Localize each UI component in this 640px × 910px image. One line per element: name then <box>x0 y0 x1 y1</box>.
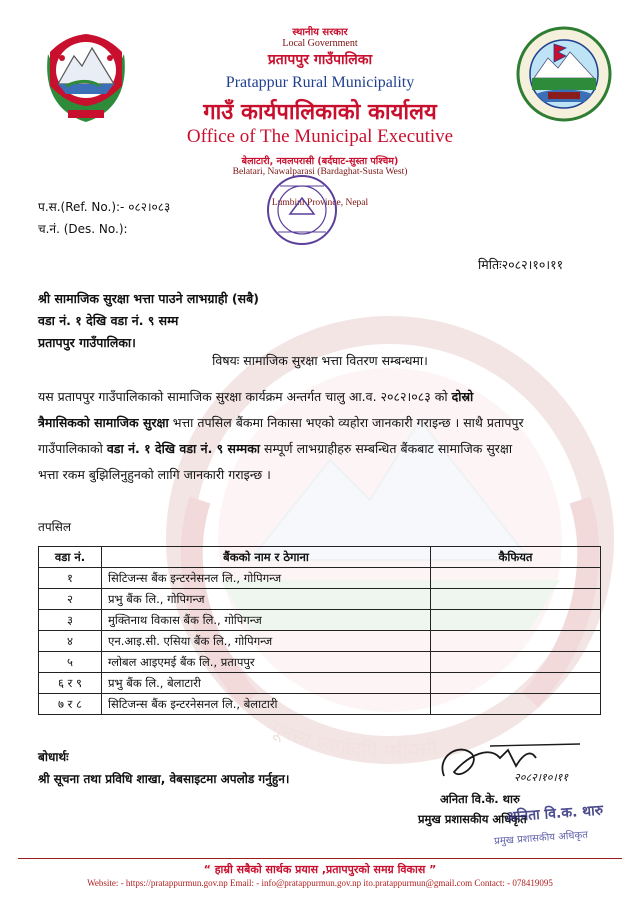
handwritten-signature <box>430 736 610 794</box>
table-row: २ प्रभु बैंक लि., गोपिगन्ज <box>39 589 601 610</box>
local-government-en: Local Government <box>282 38 358 49</box>
ref-value: ०८२।०८३ <box>128 200 171 214</box>
signatory-name: अनिता वि.के. थारु <box>440 792 520 806</box>
office-name-en: Office of The Municipal Executive <box>186 126 454 147</box>
letter-subject: विषयः सामाजिक सुरक्षा भत्ता वितरण सम्बन्धमा। <box>212 353 428 368</box>
body-bold-3: वडा नं. १ देखि वडा नं. ९ सम्मका <box>106 441 261 456</box>
table-row: ७ र ८ सिटिजन्स बैंक इन्टरनेसनल लि., बेलाटारी <box>39 694 601 715</box>
tapsil-label: तपसिल <box>38 520 72 534</box>
body-bold-1: दोस्रो <box>451 389 474 404</box>
header-remarks: कैफियत <box>431 547 601 568</box>
footer-contact: Website: - https://pratappurmun.gov.np Email: - info@pratappurmun.gov.np ito.pratappurmun@gmail.com Contact: - 078419095 <box>87 878 553 888</box>
ref-label: प.स.(Ref. No.):- <box>38 200 125 214</box>
signatory-title: प्रमुख प्रशासकीय अधिकृत <box>418 812 527 826</box>
municipality-name-en: Pratappur Rural Municipality <box>225 74 415 91</box>
body-line-1: यस प्रतापपुर गाउँपालिकाको सामाजिक सुरक्षा कार्यक्रम अन्तर्गत चालु आ.व. २०८२।०८३ को दोस्रो <box>38 389 474 404</box>
body-line-2: त्रैमासिकको सामाजिक सुरक्षा भत्ता तपसिल बैंकमा निकासा भएको व्यहोरा जानकारी गराइन्छ । साथै प्रतापपुर <box>38 415 524 430</box>
footer-divider <box>18 858 622 859</box>
letter-body <box>38 384 606 488</box>
table-row: ४ एन.आइ.सी. एसिया बैंक लि., गोपिगन्ज <box>39 631 601 652</box>
header-bank: बैंकको नाम र ठेगाना <box>102 547 431 568</box>
dispatch-number: च.नं. (Des. No.): <box>38 222 128 236</box>
bank-table <box>38 546 601 715</box>
footer-motto: “ हाम्री सबैको सार्थक प्रयास ,प्रतापपुरको समग्र विकास ” <box>203 863 437 876</box>
bodhartha-label: बोधार्थः <box>38 750 69 764</box>
watermark-motto: गूनस्य स्वर्गादपि गरीयसी <box>267 714 439 763</box>
body-line-4: भत्ता रकम बुझिलिनुहुनको लागि जानकारी गराइन्छ । <box>38 467 271 482</box>
title-stamp: प्रमुख प्रशासकीय अधिकृत <box>493 829 589 848</box>
bodhartha-line: श्री सूचना तथा प्रविधि शाखा, वेबसाइटमा अपलोड गर्नुहुन। <box>38 772 290 786</box>
local-government-np: स्थानीय सरकार <box>292 27 348 38</box>
svg-text:गूनस्य स्वर्गादपि गरीयसी <box>268 715 440 763</box>
municipality-name-np: प्रतापपुर गाउँपालिका <box>267 52 373 68</box>
office-name-np: गाउँ कार्यपालिकाको कार्यालय <box>203 100 437 125</box>
table-row: ६ र ९ प्रभु बैंक लि., बेलाटारी <box>39 673 601 694</box>
body-bold-2: त्रैमासिकको सामाजिक सुरक्षा <box>38 415 169 430</box>
signature-date: २०८२।१०।११ <box>514 771 569 784</box>
date-label: मितिः <box>478 257 502 272</box>
body-line-3: गाउँपालिकाको वडा नं. १ देखि वडा नं. ९ सम्मका सम्पूर्ण लाभग्राहीहरु सम्बन्धित बैंकबाट सामाजिक सुरक्षा <box>38 441 513 456</box>
province-label: Lumbini Province, Nepal <box>271 198 369 208</box>
recipient-line-2: वडा नं. १ देखि वडा नं. ९ सम्म <box>38 313 179 328</box>
recipient-line-3: प्रतापपुर गाउँपालिका। <box>38 335 136 350</box>
date-value: २०८२।१०।११ <box>501 257 564 272</box>
address-np: बेलाटारी, नवलपरासी (बर्दघाट-सुस्ता पश्चिम) <box>241 156 399 167</box>
letter-date <box>478 256 563 273</box>
recipient-line-1: श्री सामाजिक सुरक्षा भत्ता पाउने लाभग्राही (सबै) <box>38 291 259 306</box>
address-en: Belatari, Nawalparasi (Bardaghat-Susta West) <box>232 167 408 177</box>
ref-number <box>38 198 170 215</box>
header-ward: वडा नं. <box>39 547 102 568</box>
office-seal-stamp <box>250 160 354 260</box>
table-header-row <box>39 547 601 568</box>
name-stamp: अनिता वि.क. थारु <box>505 802 604 826</box>
table-row: ५ ग्लोबल आइएमई बैंक लि., प्रतापपुर <box>39 652 601 673</box>
table-row: १ सिटिजन्स बैंक इन्टरनेसनल लि., गोपिगन्ज <box>39 568 601 589</box>
table-row: ३ मुक्तिनाथ विकास बैंक लि., गोपिगन्ज <box>39 610 601 631</box>
